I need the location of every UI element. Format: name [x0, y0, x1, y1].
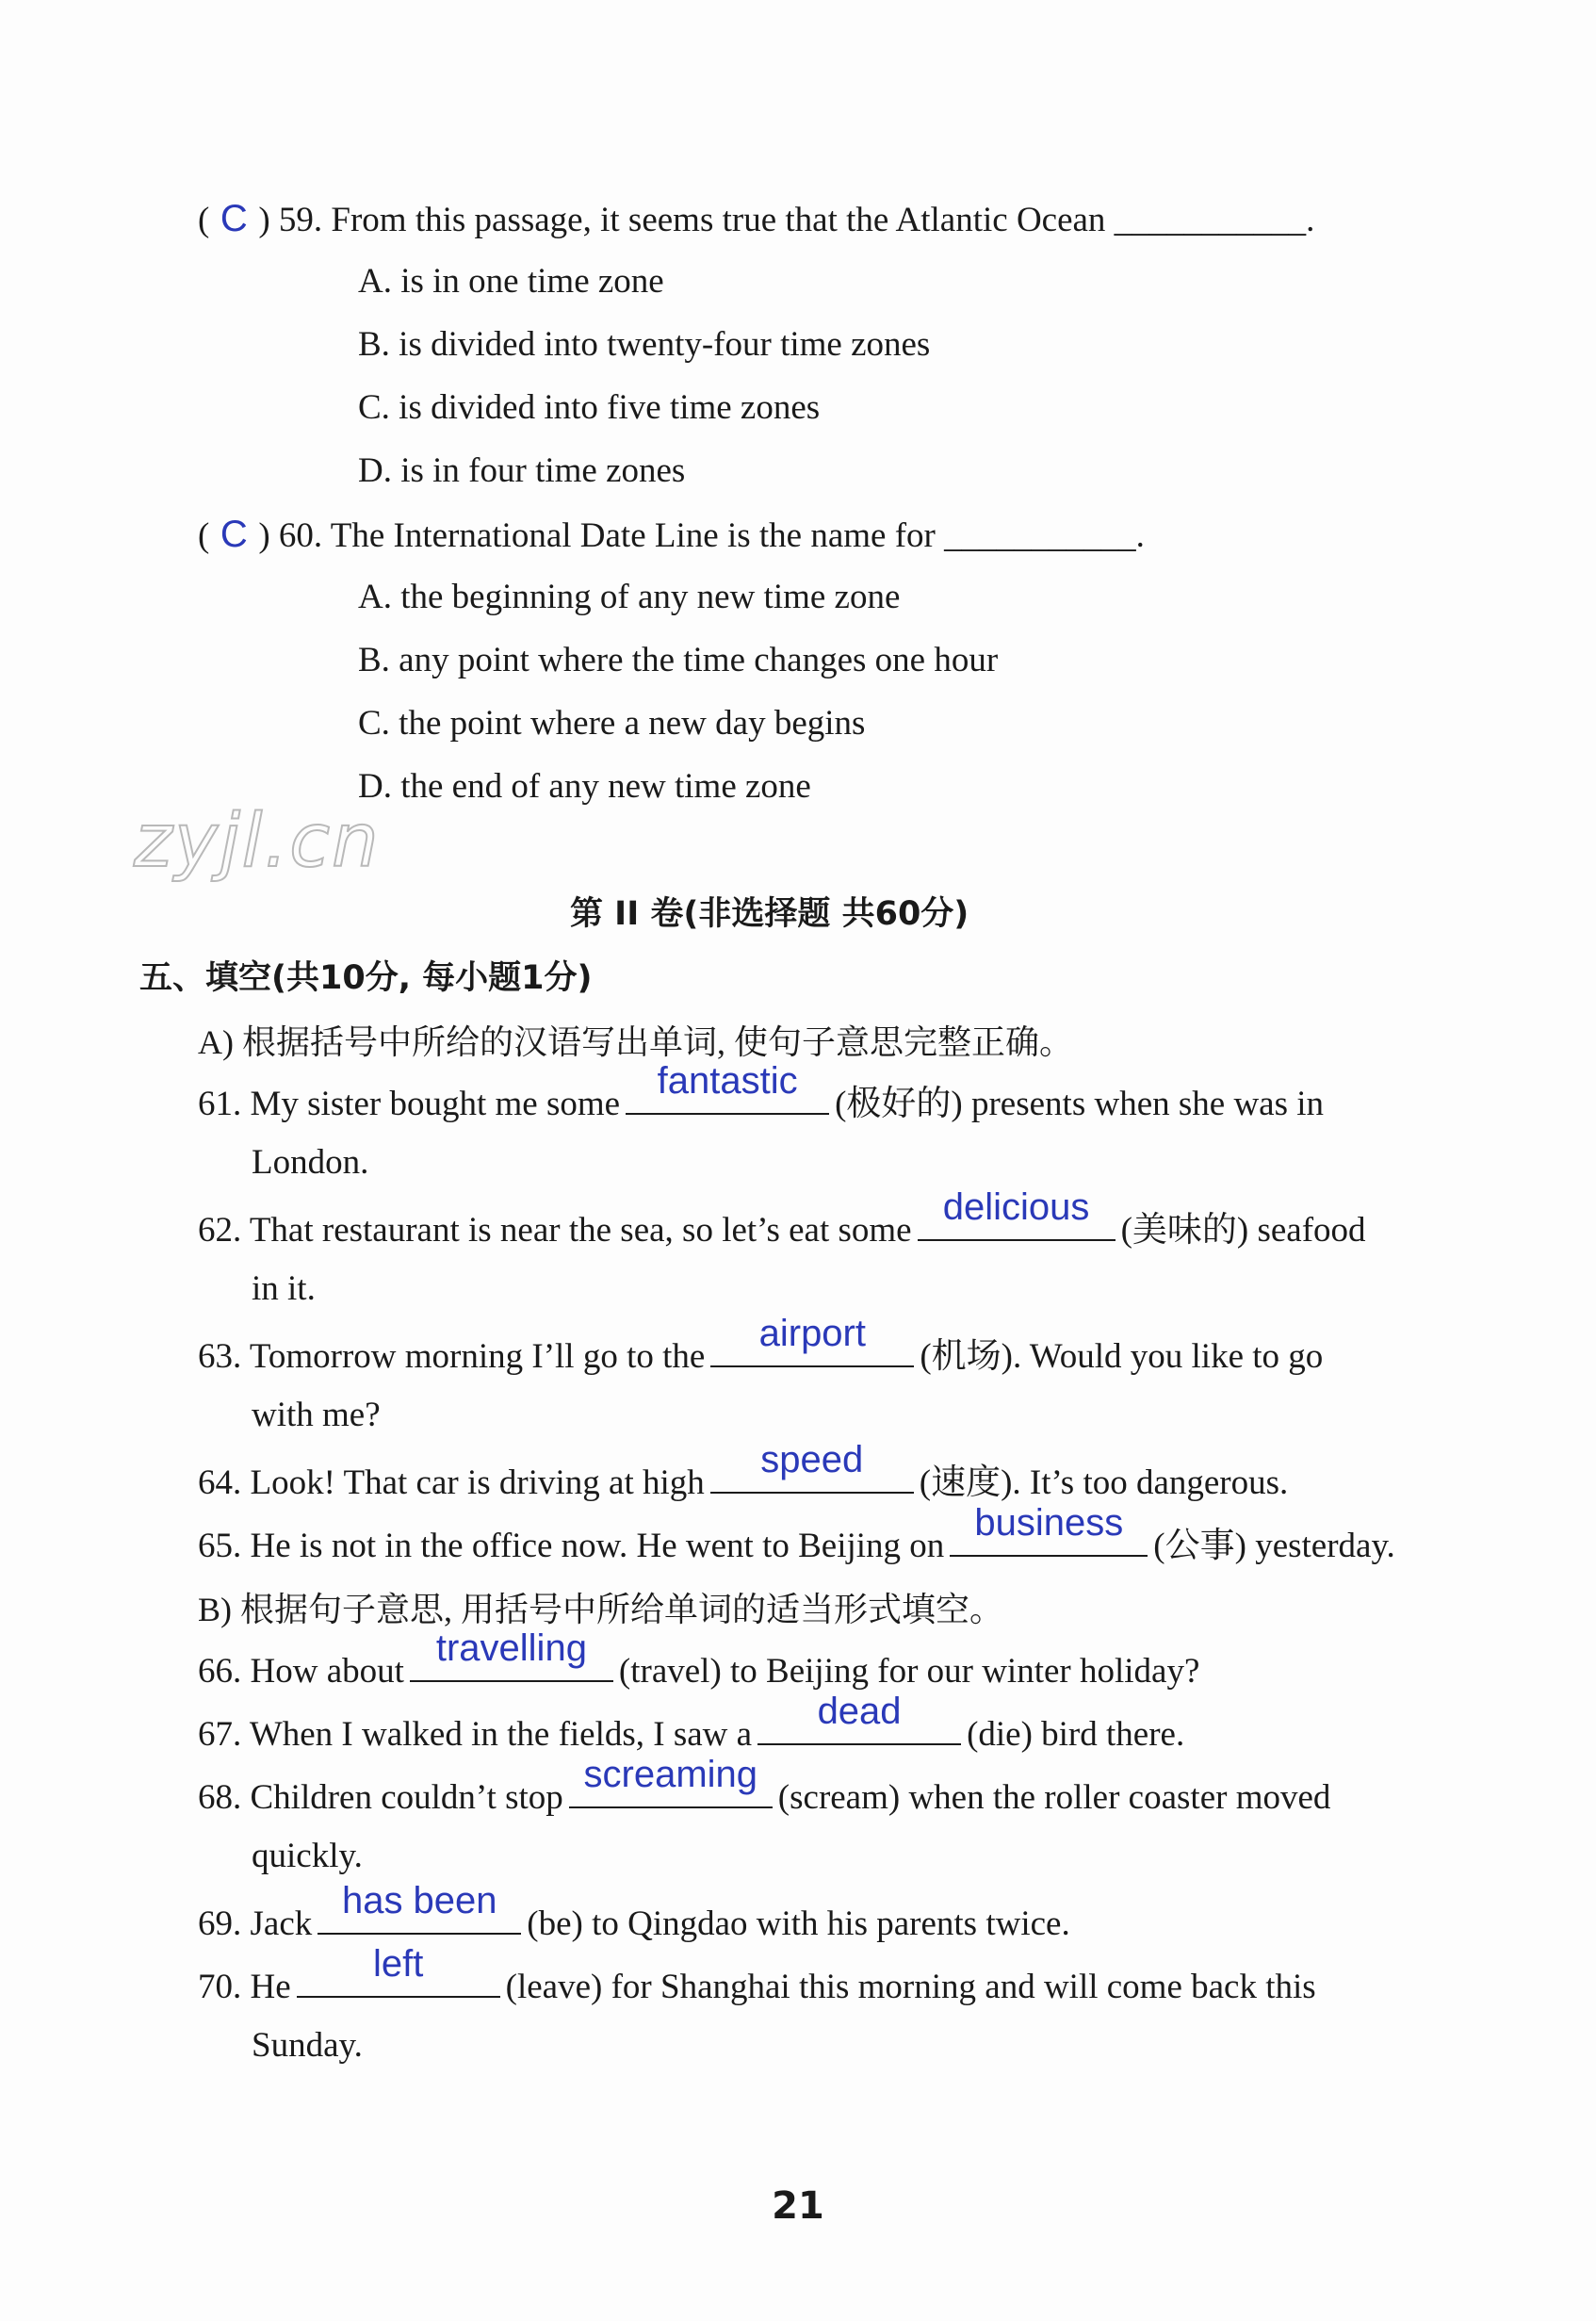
item-68: [198, 1754, 1331, 1819]
watermark-logo: zyjl.cn: [134, 799, 381, 884]
answer-61: fantastic: [657, 1060, 798, 1102]
q60-option-d: D. the end of any new time zone: [358, 767, 811, 806]
item-61-hint: (极好的) presents when she was in: [835, 1085, 1325, 1123]
item-61: [198, 1060, 1325, 1125]
page-number: 21: [772, 2184, 824, 2228]
question-59-stem: 59. From this passage, it seems true that the Atlantic Ocean ___________.: [278, 201, 1315, 239]
question-60-stem: 60. The International Date Line is the name for ___________.: [278, 516, 1145, 555]
answer-67: dead: [817, 1691, 902, 1732]
answer-65: business: [974, 1502, 1124, 1544]
item-65: [198, 1502, 1395, 1567]
item-62: [198, 1186, 1366, 1251]
answer-blank-65: [950, 1502, 1148, 1557]
item-70: [198, 1943, 1316, 2008]
answer-66: travelling: [435, 1627, 587, 1669]
q59-option-a: A. is in one time zone: [358, 262, 664, 301]
answer-paren-close: ): [258, 516, 270, 555]
answer-paren-open: (: [198, 516, 210, 555]
question-59: [198, 198, 1314, 241]
item-65-hint: (公事) yesterday.: [1153, 1527, 1395, 1565]
answer-blank-63: [710, 1313, 914, 1367]
item-64: [198, 1439, 1289, 1504]
answer-70: left: [372, 1943, 424, 1985]
item-68-text: 68. Children couldn’t stop: [198, 1778, 563, 1817]
item-61-continued: London.: [252, 1143, 369, 1182]
answer-blank-69: [318, 1880, 521, 1935]
q59-option-c: C. is divided into five time zones: [358, 388, 821, 427]
part-b-instructions: B) 根据句子意思, 用括号中所给单词的适当形式填空。: [198, 1591, 1004, 1628]
item-61-text: 61. My sister bought me some: [198, 1085, 621, 1123]
item-66-hint: (travel) to Beijing for our winter holiday?: [618, 1652, 1200, 1691]
question-60: [198, 514, 1145, 557]
answer-59: C: [220, 198, 248, 239]
answer-blank-70: [297, 1943, 500, 1998]
answer-60: C: [220, 514, 248, 555]
item-67-hint: (die) bird there.: [967, 1715, 1185, 1754]
item-70-text: 70. He: [198, 1968, 291, 2006]
answer-paren-close: ): [258, 201, 270, 239]
item-62-continued: in it.: [252, 1269, 316, 1308]
item-69-text: 69. Jack: [198, 1904, 313, 1943]
answer-69: has been: [341, 1880, 497, 1921]
item-66-text: 66. How about: [198, 1652, 404, 1691]
item-69-hint: (be) to Qingdao with his parents twice.: [527, 1904, 1070, 1943]
answer-62: delicious: [942, 1186, 1090, 1228]
section-title: 五、填空(共10分, 每小题1分): [139, 959, 593, 997]
answer-blank-61: [626, 1060, 829, 1115]
q60-option-a: A. the beginning of any new time zone: [358, 578, 901, 616]
item-64-text: 64. Look! That car is driving at high: [198, 1463, 705, 1502]
item-63-continued: with me?: [252, 1396, 381, 1434]
answer-blank-66: [410, 1627, 613, 1682]
q59-option-d: D. is in four time zones: [358, 451, 686, 490]
item-68-continued: quickly.: [252, 1837, 363, 1875]
item-67: [198, 1691, 1185, 1756]
q60-option-b: B. any point where the time changes one hour: [358, 641, 999, 679]
part-a-instructions: A) 根据括号中所给的汉语写出单词, 使句子意思完整正确。: [198, 1023, 1073, 1061]
volume-title: 第 II 卷(非选择题 共60分): [570, 895, 969, 933]
answer-64: speed: [760, 1439, 864, 1480]
item-62-hint: (美味的) seafood: [1120, 1211, 1366, 1250]
q59-option-b: B. is divided into twenty-four time zones: [358, 325, 931, 364]
item-70-hint: (leave) for Shanghai this morning and will come back this: [505, 1968, 1316, 2006]
item-70-continued: Sunday.: [252, 2026, 363, 2065]
answer-blank-67: [757, 1691, 961, 1745]
answer-63: airport: [758, 1313, 866, 1354]
item-68-hint: (scream) when the roller coaster moved: [777, 1778, 1331, 1817]
item-65-text: 65. He is not in the office now. He went to Beijing on: [198, 1527, 945, 1565]
answer-68: screaming: [583, 1754, 758, 1795]
item-63-hint: (机场). Would you like to go: [920, 1337, 1324, 1376]
item-62-text: 62. That restaurant is near the sea, so let’s eat some: [198, 1211, 912, 1250]
item-63-text: 63. Tomorrow morning I’ll go to the: [198, 1337, 706, 1376]
item-66: [198, 1627, 1200, 1692]
answer-blank-68: [569, 1754, 773, 1808]
item-67-text: 67. When I walked in the fields, I saw a: [198, 1715, 753, 1754]
item-63: [198, 1313, 1324, 1378]
item-64-hint: (速度). It’s too dangerous.: [919, 1463, 1289, 1502]
q60-option-c: C. the point where a new day begins: [358, 704, 866, 743]
item-69: [198, 1880, 1070, 1945]
answer-paren-open: (: [198, 201, 210, 239]
answer-blank-62: [918, 1186, 1116, 1241]
answer-blank-64: [710, 1439, 914, 1494]
